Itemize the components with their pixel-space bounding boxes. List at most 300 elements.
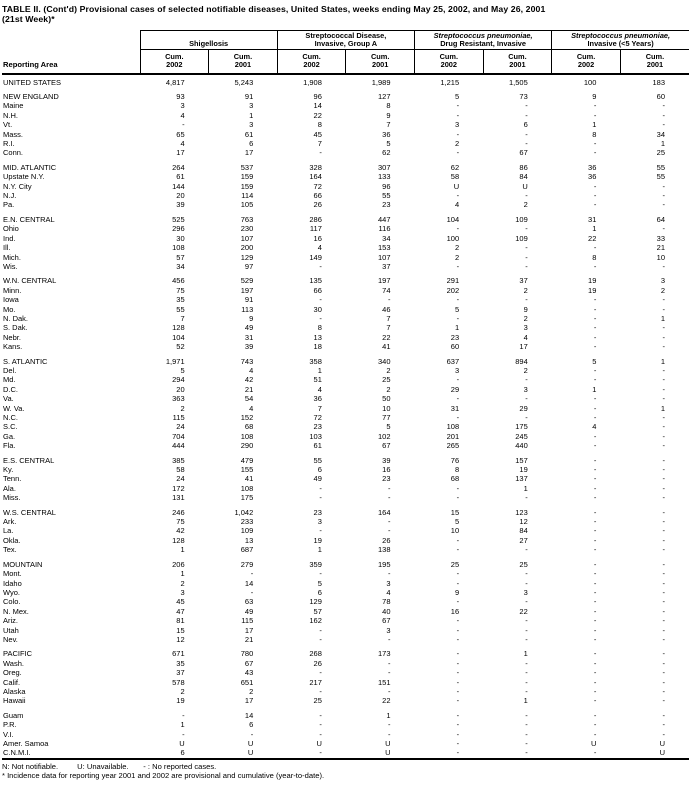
cell-value: 97 [244, 261, 254, 271]
cell-value: 279 [240, 559, 254, 569]
cell-value: - [525, 597, 528, 607]
cell-value: 173 [377, 649, 391, 659]
cell-value: 23 [382, 200, 391, 210]
cell-value: - [662, 181, 665, 191]
cell-value: 2 [454, 252, 460, 262]
row-label: Maine [3, 101, 24, 111]
cell-value: 60 [450, 342, 460, 352]
cell-value: 43 [244, 668, 254, 678]
cell-value: - [525, 243, 528, 253]
cell-value: - [662, 578, 665, 588]
cell-value: U [590, 739, 597, 748]
cell-value: 31 [450, 403, 460, 413]
table-row [2, 276, 689, 285]
cell-value: 96 [382, 181, 391, 191]
cell-value: - [525, 224, 528, 234]
cell-value: 21 [244, 384, 254, 394]
cell-value: 2 [523, 200, 528, 210]
cell-value: - [662, 649, 665, 659]
cell-value: 1 [523, 649, 528, 659]
cell-value: 7 [317, 403, 322, 413]
row-label: Kans. [3, 342, 23, 352]
cell-value: - [662, 200, 665, 210]
cell-value: 4 [592, 422, 597, 432]
row-label: Okla. [3, 535, 21, 545]
row-label: Tenn. [3, 474, 22, 484]
cell-value: - [388, 517, 391, 527]
cell-value: 115 [172, 413, 185, 422]
cell-value: 529 [240, 276, 254, 286]
table-row [2, 357, 689, 366]
cell-value: 172 [172, 483, 185, 493]
cell-value: 84 [519, 526, 528, 536]
cell-value: 175 [240, 493, 254, 503]
cell-value: - [525, 129, 528, 139]
table-row [2, 493, 689, 502]
cell-value: 123 [515, 507, 528, 517]
cell-value: 17 [244, 148, 254, 158]
cell-value: 2 [523, 365, 528, 375]
cell-value: - [662, 720, 665, 730]
cell-value: 479 [240, 455, 254, 465]
cell-value: 49 [244, 606, 254, 616]
table-row [2, 748, 689, 758]
cell-value: - [250, 729, 254, 739]
cell-value: - [593, 517, 597, 527]
cell-value: - [593, 625, 597, 635]
cell-value: 23 [313, 507, 322, 517]
cell-value: - [593, 441, 597, 451]
cell-value: 4 [523, 332, 528, 342]
cell-value: 39 [176, 200, 185, 210]
cell-value: - [662, 526, 665, 536]
cell-value: 17 [519, 342, 528, 352]
cell-value: 23 [382, 474, 391, 484]
cell-value: 290 [240, 441, 254, 451]
group-header-strep-pneumoniae-under5 [552, 30, 689, 49]
cell-value: - [388, 729, 391, 739]
cell-value: 743 [240, 356, 254, 366]
cell-value: - [319, 686, 322, 696]
cell-value: - [593, 587, 597, 597]
cell-value: 3 [386, 578, 391, 588]
cell-value: 131 [172, 493, 185, 503]
cell-value: - [319, 295, 322, 305]
cell-value: 108 [240, 431, 254, 441]
row-label: Mass. [3, 129, 24, 139]
cell-value: 363 [172, 394, 185, 404]
cell-value: 15 [450, 507, 460, 517]
cell-value: 100 [446, 233, 460, 243]
cell-value: - [319, 148, 322, 158]
table-row [2, 262, 689, 271]
cell-value: - [388, 634, 391, 644]
cell-value: 25 [519, 559, 528, 569]
group-line2: Shigellosis [189, 38, 229, 48]
cell-value: 195 [377, 559, 391, 569]
cell-value: 456 [172, 276, 185, 286]
table-row [2, 253, 689, 262]
cell-value: 4,817 [165, 77, 185, 87]
cell-value: - [662, 295, 665, 305]
cell-value: - [593, 323, 597, 333]
cell-value: - [319, 729, 322, 739]
cell-value: 2 [523, 285, 528, 295]
cell-value: - [593, 616, 597, 626]
cell-value: U [385, 739, 391, 748]
row-label: N.J. [3, 191, 17, 201]
cell-value: 55 [656, 162, 665, 172]
cell-value: U [453, 181, 460, 191]
cell-value: - [662, 261, 665, 271]
cell-value: 113 [241, 304, 254, 314]
cell-value: 29 [450, 384, 460, 394]
cell-value: 894 [515, 356, 528, 366]
cell-value: 2 [180, 403, 185, 413]
table-header [2, 30, 689, 74]
cell-value: 9 [592, 92, 597, 101]
cell-value: 152 [240, 413, 254, 422]
cell-value: 19 [519, 465, 528, 475]
row-label: Mont. [3, 569, 22, 579]
cell-value: - [593, 243, 597, 253]
cell-value: - [456, 129, 460, 139]
cell-value: 62 [450, 162, 460, 172]
cell-value: 447 [377, 214, 391, 224]
cell-value: - [525, 110, 528, 120]
cell-value: 47 [176, 606, 185, 616]
subheader-pneumo-dr-cum2002: Cum. 2002 [415, 49, 484, 74]
cell-value: - [456, 625, 460, 635]
cell-value: - [662, 696, 665, 706]
cell-value: - [593, 606, 597, 616]
table-row [2, 474, 689, 483]
row-label: E.S. CENTRAL [3, 455, 55, 465]
cell-value: - [525, 634, 528, 644]
cell-value: - [525, 729, 528, 739]
footnotes [2, 762, 689, 781]
cell-value: 5 [386, 139, 391, 149]
cell-value: 86 [519, 162, 528, 172]
cell-value: 3 [180, 587, 185, 597]
cell-value: 42 [244, 375, 254, 385]
cell-value: 19 [313, 535, 322, 545]
row-label: Minn. [3, 285, 22, 295]
cell-value: 36 [382, 129, 391, 139]
cell-value: 66 [313, 285, 322, 295]
cell-value: 1,042 [234, 507, 254, 517]
cell-value: 37 [176, 668, 185, 678]
cell-value: - [456, 413, 460, 422]
cell-value: - [662, 110, 665, 120]
cell-value: 1 [660, 356, 665, 366]
cell-value: - [388, 658, 391, 668]
cell-value: - [593, 569, 597, 579]
row-label: Md. [3, 375, 16, 385]
table-title [2, 5, 689, 25]
cell-value: - [593, 465, 597, 475]
cell-value: 4 [317, 243, 322, 253]
cell-value: 291 [446, 276, 460, 286]
cell-value: 49 [313, 474, 322, 484]
cell-value: 202 [446, 285, 460, 295]
cell-value: 3 [386, 625, 391, 635]
cell-value: - [525, 413, 528, 422]
cell-value: 25 [382, 375, 391, 385]
cell-value: - [662, 394, 665, 404]
cell-value: 41 [244, 474, 254, 484]
notifiable-diseases-table [2, 30, 689, 760]
cell-value: - [456, 569, 460, 579]
cell-value: 21 [244, 634, 254, 644]
cell-value: - [525, 545, 528, 555]
table-row [2, 74, 689, 87]
cell-value: 245 [515, 431, 528, 441]
cell-value: 144 [172, 181, 185, 191]
subheader-pneumo-u5-cum2002: Cum. 2002 [552, 49, 621, 74]
cell-value: 55 [656, 172, 665, 182]
cell-value: - [662, 493, 665, 503]
cell-value: - [525, 720, 528, 730]
cell-value: 268 [309, 649, 322, 659]
cell-value: 63 [244, 597, 254, 607]
cell-value: 1 [592, 120, 597, 130]
cell-value: 14 [313, 101, 322, 111]
table-row [2, 286, 689, 295]
cell-value: - [456, 720, 460, 730]
cell-value: 4 [317, 384, 322, 394]
cell-value: 8 [592, 129, 597, 139]
cell-value: 27 [519, 535, 528, 545]
cell-value: 29 [519, 403, 528, 413]
row-label: Nev. [3, 634, 18, 644]
table-row [2, 111, 689, 120]
cell-value: - [593, 375, 597, 385]
table-row [2, 545, 689, 554]
cell-value: 8 [317, 120, 322, 130]
table-row [2, 730, 689, 739]
cell-value: 114 [241, 191, 254, 201]
cell-value: - [525, 139, 528, 149]
cell-value: 3 [249, 101, 254, 111]
cell-value: 155 [240, 465, 254, 475]
cell-value: 61 [176, 172, 185, 182]
cell-value: - [662, 668, 665, 678]
cell-value: 49 [244, 323, 254, 333]
cell-value: U [385, 748, 391, 758]
cell-value: 37 [519, 276, 528, 286]
cell-value: 17 [244, 625, 254, 635]
cell-value: 78 [382, 597, 391, 607]
row-label: MOUNTAIN [3, 559, 43, 569]
cell-value: 8 [454, 465, 460, 475]
cell-value: - [525, 578, 528, 588]
cell-value: 108 [446, 422, 460, 432]
cell-value: - [319, 261, 322, 271]
cell-value: - [593, 261, 597, 271]
cell-value: - [319, 526, 322, 536]
cell-value: - [662, 686, 665, 696]
table-row [2, 668, 689, 677]
cell-value: 385 [172, 455, 185, 465]
cell-value: 34 [656, 129, 665, 139]
row-label: Iowa [3, 295, 19, 305]
group-header-row [2, 30, 689, 49]
cell-value: 109 [515, 214, 528, 224]
table-row [2, 366, 689, 375]
cell-value: - [525, 748, 528, 758]
cell-value: 5 [592, 356, 597, 366]
cell-value: - [250, 569, 254, 579]
cell-value: 128 [172, 323, 185, 333]
row-label: N. Dak. [3, 313, 29, 323]
cell-value: 1,989 [371, 77, 391, 87]
cell-value: - [525, 375, 528, 385]
table-row [2, 92, 689, 101]
table-row [2, 441, 689, 450]
cell-value: - [593, 413, 597, 422]
table-row [2, 375, 689, 384]
cell-value: 233 [240, 517, 254, 527]
table-row [2, 422, 689, 431]
table-row [2, 484, 689, 493]
cell-value: 3 [523, 587, 528, 597]
cell-value: 62 [382, 148, 391, 158]
cell-value: - [662, 606, 665, 616]
cell-value: 31 [588, 214, 597, 224]
cell-value: - [456, 677, 460, 687]
table-row [2, 536, 689, 545]
cell-value: 2 [386, 384, 391, 394]
cell-value: 13 [244, 535, 254, 545]
row-label: N. Mex. [3, 606, 29, 616]
cell-value: 8 [592, 252, 597, 262]
cell-value: 17 [244, 696, 254, 706]
cell-value: - [456, 658, 460, 668]
cell-value: 104 [172, 332, 185, 342]
cell-value: - [388, 668, 391, 678]
cell-value: 1 [180, 720, 185, 730]
group-header-shigellosis [140, 30, 277, 49]
subheader-pneumo-dr-cum2001: Cum. 2001 [483, 49, 552, 74]
cell-value: 5 [386, 422, 391, 432]
cell-value: 21 [656, 243, 665, 253]
table-row [2, 148, 689, 157]
cell-value: 19 [176, 696, 185, 706]
cell-value: 36 [588, 172, 597, 182]
cell-value: 153 [377, 243, 391, 253]
cell-value: 135 [309, 276, 322, 286]
cell-value: 26 [313, 658, 322, 668]
table-title-line1: TABLE II. (Cont'd) Provisional cases of selected notifiable diseases, United States, weeks ending May 25, 2002, and May 26, 2001 [2, 4, 546, 14]
cell-value: 34 [382, 233, 391, 243]
cell-value: 23 [450, 332, 460, 342]
row-label: MID. ATLANTIC [3, 162, 57, 172]
cell-value: 537 [240, 162, 254, 172]
row-label: Oreg. [3, 668, 22, 678]
cell-value: 3 [249, 120, 254, 130]
cell-value: 1 [180, 569, 185, 579]
cell-value: - [593, 332, 597, 342]
cell-value: 84 [519, 172, 528, 182]
cell-value: 2 [386, 365, 391, 375]
cell-value: 105 [240, 200, 254, 210]
table-row [2, 342, 689, 351]
cell-value: 115 [241, 616, 254, 626]
cell-value: - [593, 493, 597, 503]
cell-value: - [593, 474, 597, 484]
cell-value: 6 [180, 748, 185, 758]
cell-value: 704 [172, 431, 185, 441]
cell-value: - [456, 483, 460, 493]
cell-value: U [247, 739, 254, 748]
cell-value: 1 [523, 696, 528, 706]
cell-value: 45 [176, 597, 185, 607]
cell-value: - [593, 710, 597, 720]
cell-value: - [456, 148, 460, 158]
cell-value: 102 [377, 431, 391, 441]
cell-value: 26 [313, 200, 322, 210]
cell-value: - [662, 587, 665, 597]
cell-value: 72 [313, 181, 322, 191]
row-label: N.H. [3, 110, 18, 120]
table-row [2, 607, 689, 616]
cell-value: 200 [240, 243, 254, 253]
cell-value: - [593, 365, 597, 375]
table-row [2, 404, 689, 413]
cell-value: 117 [309, 224, 322, 234]
cell-value: - [593, 578, 597, 588]
cell-value: 358 [309, 356, 322, 366]
cell-value: 1 [249, 110, 254, 120]
cell-value: 1,971 [165, 356, 185, 366]
cell-value: - [662, 332, 665, 342]
cell-value: 6 [317, 587, 322, 597]
cell-value: 35 [176, 658, 185, 668]
table-row [2, 649, 689, 658]
cell-value: - [593, 181, 597, 191]
cell-value: - [250, 587, 254, 597]
subheader-strep-a-cum2002: Cum. 2002 [277, 49, 346, 74]
row-label: W. Va. [3, 403, 25, 413]
cell-value: 9 [386, 110, 391, 120]
cell-value: 30 [176, 233, 185, 243]
cell-value: - [593, 101, 597, 111]
cell-value: 5 [454, 92, 460, 101]
cell-value: 46 [382, 304, 391, 314]
cell-value: 1 [660, 139, 665, 149]
subheader-strep-a-cum2001: Cum. 2001 [346, 49, 415, 74]
row-label: Colo. [3, 597, 21, 607]
cell-value: - [662, 507, 665, 517]
cell-value: 444 [172, 441, 185, 451]
cell-value: U [522, 181, 528, 191]
cell-value: 3 [317, 517, 322, 527]
cell-value: - [662, 597, 665, 607]
cell-value: 671 [172, 649, 185, 659]
cell-value: 16 [382, 465, 391, 475]
cell-value: 109 [515, 233, 528, 243]
cell-value: 12 [519, 517, 528, 527]
cell-value: - [593, 313, 597, 323]
cell-value: - [525, 739, 528, 748]
cell-value: - [388, 686, 391, 696]
cell-value: - [593, 148, 597, 158]
cell-value: - [593, 403, 597, 413]
cell-value: 55 [313, 455, 322, 465]
row-label: Utah [3, 625, 19, 635]
cell-value: - [662, 658, 665, 668]
